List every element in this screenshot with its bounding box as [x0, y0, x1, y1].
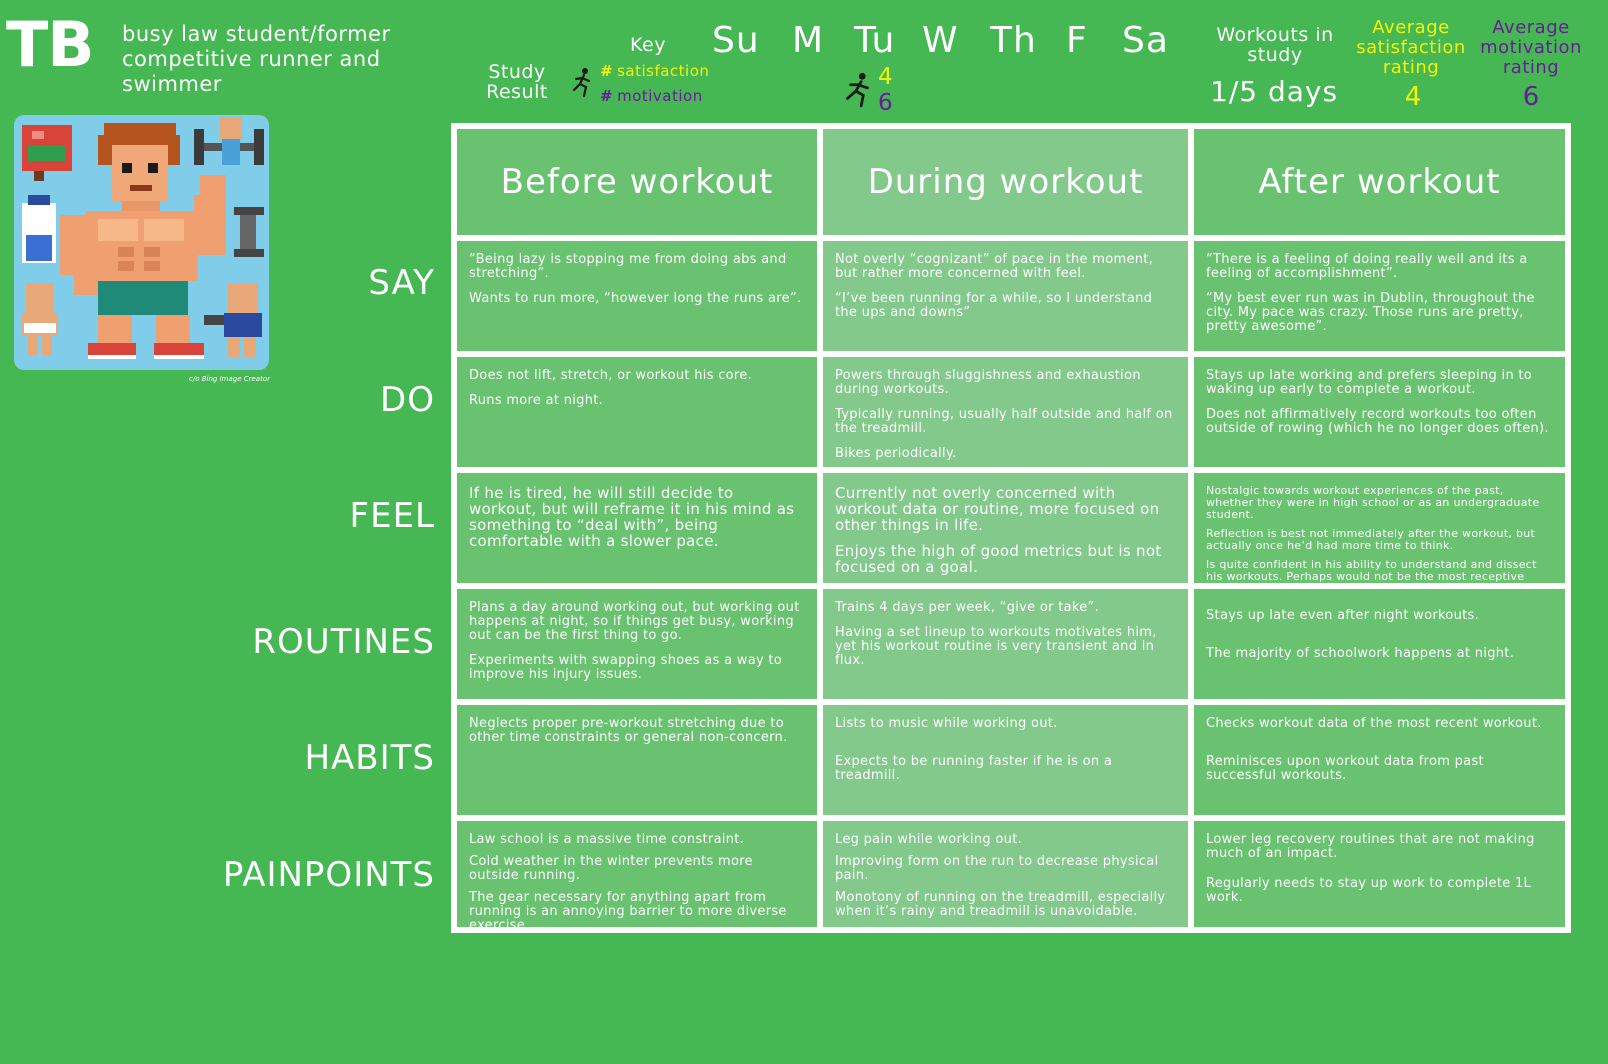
cell-feel-during: Currently not overly concerned with workout data or routine, more focused on other things in life. Enjoys the high of good metrics but is not focused on a goal.	[823, 473, 1188, 583]
cell-habits-during: Lists to music while working out. Expects to be running faster if he is on a treadmill.	[823, 705, 1188, 815]
cell-do-before: Does not lift, stretch, or workout his core. Runs more at night.	[457, 357, 817, 467]
day-saturday: Sa	[1122, 20, 1169, 61]
cell-routines-during: Trains 4 days per week, “give or take”. Having a set lineup to workouts motivates him, yet his workout routine is very transient and in flux.	[823, 589, 1188, 699]
cell-say-after: “There is a feeling of doing really well and its a feeling of accomplishment”. “My best ever run was in Dublin, throughout the city. My pace was crazy. Those runs are pretty, pretty awesome”.	[1194, 241, 1565, 351]
row-label-painpoints: PAINPOINTS	[222, 855, 435, 895]
average-satisfaction-value: 4	[1404, 82, 1422, 112]
cell-do-after: Stays up late working and prefers sleeping in to waking up early to complete a workout. Does not affirmatively record workouts too often outside of rowing (which he no longer does often).	[1194, 357, 1565, 467]
workouts-in-study-label: Workouts in study	[1216, 24, 1334, 66]
image-credit: c/o Bing Image Creator	[189, 375, 270, 383]
row-label-do: DO	[380, 380, 435, 420]
row-label-feel: FEEL	[349, 496, 435, 536]
runner-icon	[840, 72, 876, 114]
key-runner-icon	[567, 66, 597, 109]
row-label-say: SAY	[368, 263, 435, 303]
cell-habits-before: Neglects proper pre-workout stretching due to other time constraints or general non-concern.	[457, 705, 817, 815]
cell-say-before: “Being lazy is stopping me from doing abs and stretching”. Wants to run more, “however long the runs are”.	[457, 241, 817, 351]
cell-do-during: Powers through sluggishness and exhaustion during workouts. Typically running, usually half outside and half on the treadmill. Bikes periodically.	[823, 357, 1188, 467]
day-sunday: Su	[712, 20, 760, 61]
day-thursday: Th	[990, 20, 1037, 61]
cell-routines-after: Stays up late even after night workouts. The majority of schoolwork happens at night.	[1194, 589, 1565, 699]
persona-initials: TB	[6, 8, 94, 81]
average-motivation-value: 6	[1522, 82, 1540, 112]
cell-say-during: Not overly “cognizant” of pace in the moment, but rather more concerned with feel. “I’ve been running for a while, so I understand the ups and downs”	[823, 241, 1188, 351]
cell-feel-after: Nostalgic towards workout experiences of the past, whether they were in high school or as an undergraduate student. Reflection is best not immediately after the workout, but actually once he’d had more time to think. Is quite confident in his ability to understand and dissect his workouts. Perhaps would not be the most receptive	[1194, 473, 1565, 583]
day-friday: F	[1066, 20, 1088, 61]
day-wednesday: W	[922, 20, 959, 61]
day-tuesday: Tu	[854, 20, 896, 61]
cell-painpoints-after: Lower leg recovery routines that are not making much of an impact. Regularly needs to stay up work to complete 1L work.	[1194, 821, 1565, 927]
cell-painpoints-before: Law school is a massive time constraint. Cold weather in the winter prevents more outside running. The gear necessary for anything apart from running is an annoying barrier to more diverse exercise.	[457, 821, 817, 927]
row-label-habits: HABITS	[304, 738, 435, 778]
pixel-art-bodybuilder-icon	[14, 115, 269, 370]
average-motivation-label: Average motivation rating	[1480, 17, 1582, 78]
cell-habits-after: Checks workout data of the most recent workout. Reminisces upon workout data from past successful workouts.	[1194, 705, 1565, 815]
journey-grid	[451, 123, 1571, 933]
avatar	[14, 115, 269, 370]
column-header-after: After workout	[1194, 129, 1565, 235]
key-satisfaction: # satisfaction	[600, 62, 710, 80]
column-header-during: During workout	[823, 129, 1188, 235]
cell-painpoints-during: Leg pain while working out. Improving form on the run to decrease physical pain. Monotony of running on the treadmill, especially when it’s rainy and treadmill is unavoidable.	[823, 821, 1188, 927]
workouts-in-study-value: 1/5 days	[1210, 75, 1339, 108]
weekday-row	[712, 20, 1172, 70]
tuesday-satisfaction: 4	[878, 64, 893, 90]
cell-feel-before: If he is tired, he will still decide to workout, but will reframe it in his mind as something to “deal with”, being comfortable with a slower pace.	[457, 473, 817, 583]
study-result-label: Study Result	[486, 61, 548, 103]
average-satisfaction-label: Average satisfaction rating	[1356, 17, 1466, 78]
persona-description: busy law student/former competitive runner and swimmer	[122, 22, 391, 96]
tuesday-motivation: 6	[878, 90, 893, 116]
key-title: Key	[630, 34, 666, 56]
day-monday: M	[792, 20, 825, 61]
row-label-routines: ROUTINES	[252, 622, 435, 662]
cell-routines-before: Plans a day around working out, but working out happens at night, so if things get busy, working out can be the first thing to go. Experiments with swapping shoes as a way to improve his injury issues.	[457, 589, 817, 699]
key-motivation: # motivation	[600, 87, 703, 105]
column-header-before: Before workout	[457, 129, 817, 235]
